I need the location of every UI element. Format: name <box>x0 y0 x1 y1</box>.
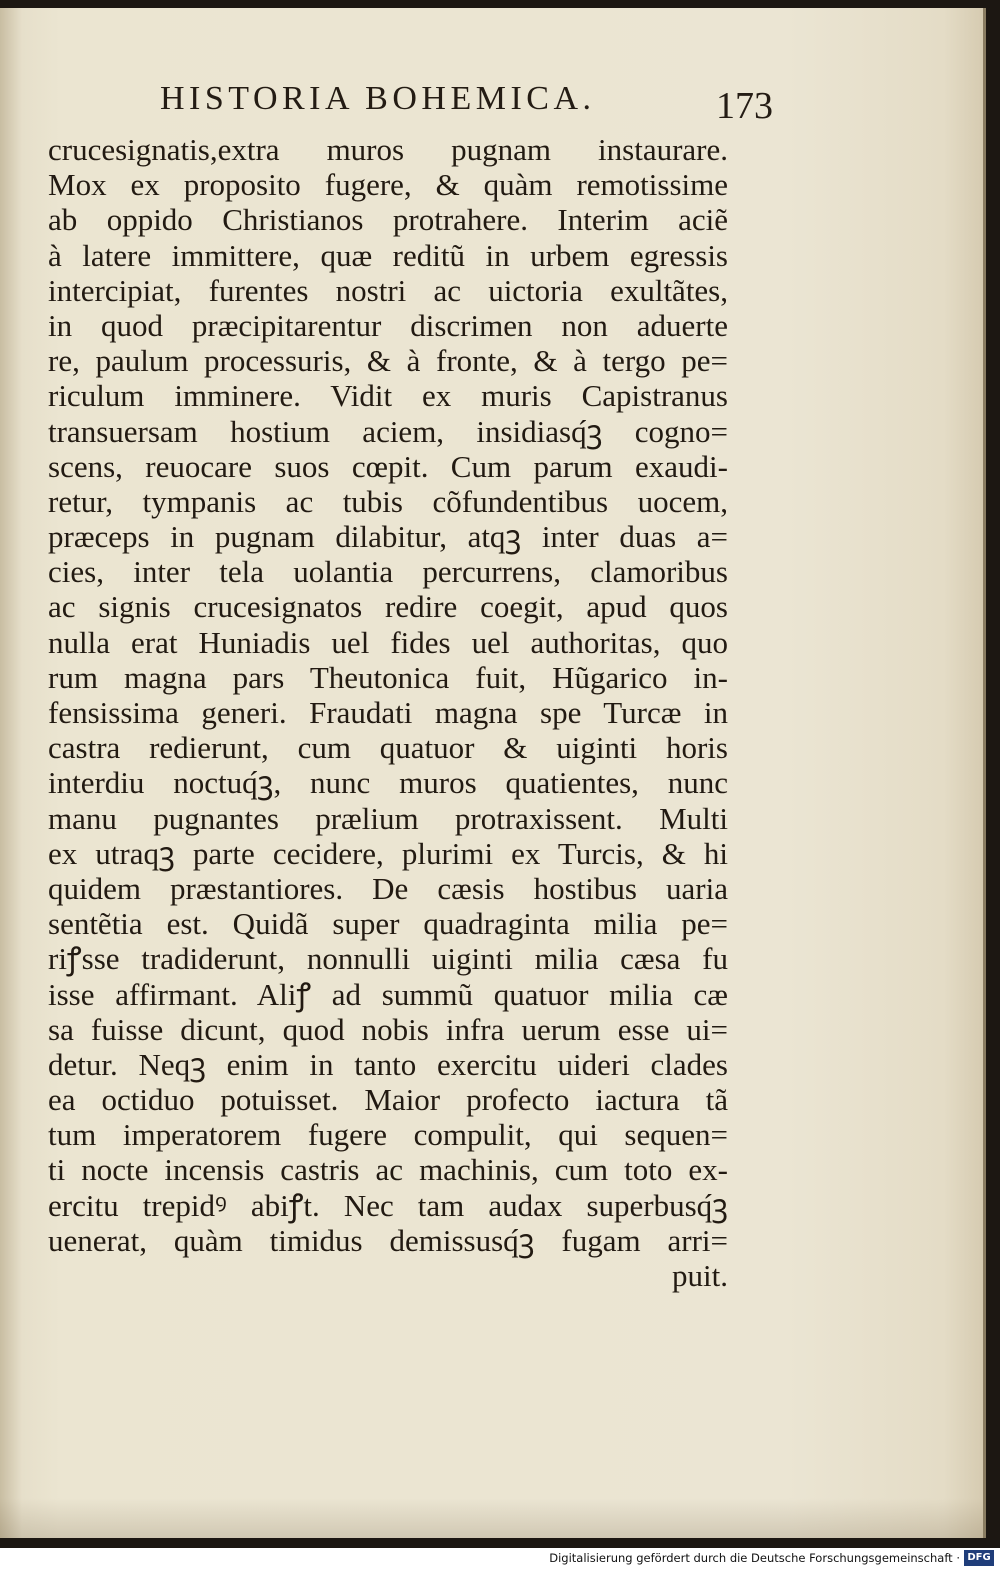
page-header <box>0 72 983 127</box>
text-line: fensissima generi. Fraudati magna spe Turcæ in <box>48 695 728 730</box>
text-line: rum magna pars Theutonica fuit, Hũgarico in- <box>48 659 728 695</box>
text-line: cies, inter tela uolantia percurrens, clamoribus <box>48 554 728 590</box>
dfg-logo: DFG <box>964 1550 994 1566</box>
text-line: uenerat, quàm timidus demissusq́ꝫ fugam arri= <box>48 1222 728 1258</box>
text-line: scens, reuocare suos cœpit. Cum parum exaudi- <box>48 448 728 484</box>
text-line: detur. Neqꝫ enim in tanto exercitu uideri clades <box>48 1046 728 1082</box>
text-line: præceps in pugnam dilabitur, atqꝫ inter duas a= <box>48 519 728 555</box>
text-line: in quod præcipitarentur discrimen non aduerte <box>48 307 728 343</box>
text-line: à latere immittere, quæ reditũ in urbem egressis <box>48 237 728 273</box>
text-line: ercitu trepidꝰ abiꝭt. Nec tam audax superbusq́ꝫ <box>48 1187 728 1223</box>
digitization-footer <box>0 1548 1000 1570</box>
page-number: 173 <box>716 85 773 127</box>
text-line: retur, tympanis ac tubis cõfundentibus uocem, <box>48 483 728 519</box>
text-line: castra redierunt, cum quatuor & uiginti horis <box>48 730 728 766</box>
text-line: Mox ex proposito fugere, & quàm remotissime <box>48 167 728 203</box>
text-line-final: puit. <box>672 1258 728 1293</box>
body-text <box>48 132 728 1293</box>
text-line: manu pugnantes prælium protraxissent. Multi <box>48 800 728 836</box>
text-line: tum imperatorem fugere compulit, qui sequen= <box>48 1117 728 1153</box>
text-line: intercipiat, furentes nostri ac uictoria exultãtes, <box>48 272 728 308</box>
text-line: ex utraqꝫ parte cecidere, plurimi ex Turcis, & hi <box>48 835 728 871</box>
text-line: sentẽtia est. Quidã super quadraginta milia pe= <box>48 906 728 942</box>
text-line: ab oppido Christianos protrahere. Interim aciẽ <box>48 202 728 238</box>
text-line: sa fuisse dicunt, quod nobis infra uerum esse ui= <box>48 1011 728 1047</box>
text-line: riꝭsse tradiderunt, nonnulli uiginti milia cæsa fu <box>48 941 728 977</box>
text-line: isse affirmant. Aliꝭ ad summũ quatuor milia cæ <box>48 976 728 1012</box>
text-line: transuersam hostium aciem, insidiasq́ꝫ cogno= <box>48 413 728 449</box>
text-line: re, paulum processuris, & à fronte, & à tergo pe= <box>48 343 728 379</box>
text-line: ac signis crucesignatos redire coegit, apud quos <box>48 589 728 625</box>
book-page <box>0 8 986 1538</box>
text-line: crucesignatis,extra muros pugnam instaurare. <box>48 132 728 167</box>
text-line: riculum imminere. Vidit ex muris Capistranus <box>48 378 728 414</box>
text-line: interdiu noctuq́ꝫ, nunc muros quatientes, nunc <box>48 765 728 801</box>
running-head: HISTORIA BOHEMICA. <box>160 80 596 117</box>
text-line: quidem præstantiores. De cæsis hostibus uaria <box>48 870 728 906</box>
funding-credit: Digitalisierung gefördert durch die Deutsche Forschungsgemeinschaft · <box>549 1551 960 1565</box>
text-line: nulla erat Huniadis uel fides uel authoritas, quo <box>48 624 728 660</box>
text-line: ea octiduo potuisset. Maior profecto iactura tã <box>48 1082 728 1118</box>
text-line: ti nocte incensis castris ac machinis, cum toto ex- <box>48 1152 728 1188</box>
